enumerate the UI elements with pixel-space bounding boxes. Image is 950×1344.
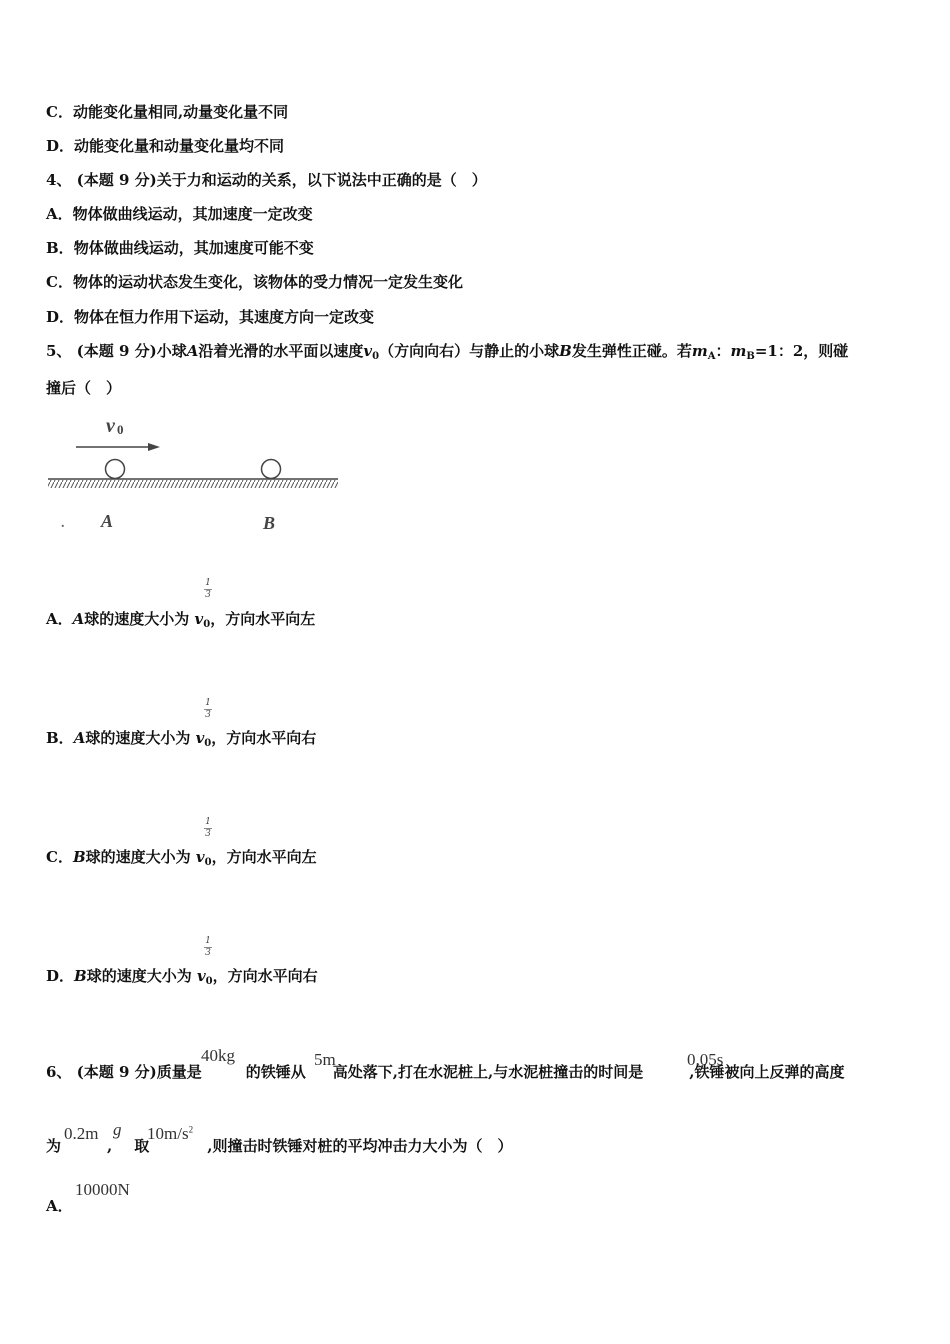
stem-text: ,铁锤被向上反弹的高度 bbox=[689, 1063, 845, 1081]
q6-stem bbox=[46, 1062, 844, 1082]
fraction-numerator: 1 bbox=[205, 817, 211, 827]
option-text: 球的速度大小为 bbox=[85, 729, 191, 747]
option-a-value: 10000N bbox=[75, 1180, 130, 1199]
q5-option-b bbox=[46, 728, 316, 754]
velocity-subscript: 0 bbox=[203, 619, 211, 630]
stem-text: , bbox=[107, 1137, 113, 1155]
option-letter: B． bbox=[46, 239, 74, 257]
option-text: ，方向水平向右 bbox=[211, 729, 317, 747]
option-text: 物体做曲线运动，其加速度可能不变 bbox=[73, 239, 314, 257]
option-text: ，方向水平向右 bbox=[212, 967, 318, 985]
ball-b bbox=[262, 460, 281, 479]
stem-text: （方向向右）与静止的小球 bbox=[379, 342, 560, 360]
ground-surface bbox=[48, 479, 338, 488]
rebound-value: 0.2m bbox=[64, 1124, 99, 1143]
ball-symbol: B bbox=[74, 967, 87, 985]
fraction-one-third bbox=[201, 817, 215, 840]
question-number: 4、 bbox=[46, 171, 72, 189]
ball-symbol: A bbox=[72, 610, 85, 628]
ball-symbol: B bbox=[72, 848, 86, 866]
option-letter: A． bbox=[46, 205, 73, 223]
option-text: ，方向水平向左 bbox=[210, 610, 316, 628]
q3-option-c bbox=[46, 102, 288, 122]
option-text: 球的速度大小为 bbox=[86, 967, 192, 985]
option-text: 球的速度大小为 bbox=[84, 610, 190, 628]
mass-subscript-a: A bbox=[707, 351, 716, 362]
velocity-subscript: 0 bbox=[204, 857, 212, 868]
fraction-denominator: 3 bbox=[205, 829, 211, 839]
question-score: (本题 9 分) bbox=[76, 1063, 157, 1081]
stem-text: 高处落下,打在水泥桩上,与水泥桩撞击的时间是 bbox=[332, 1063, 644, 1081]
option-letter: C． bbox=[46, 103, 73, 121]
g-exponent: 2 bbox=[188, 1124, 194, 1135]
q5-option-d bbox=[46, 966, 318, 992]
question-text: 关于力和运动的关系，以下说法中正确的是（ ） bbox=[156, 171, 487, 189]
stem-text: ,则撞击时铁锤对桩的平均冲击力大小为（ ） bbox=[207, 1137, 513, 1155]
option-text: 物体在恒力作用下运动，其速度方向一定改变 bbox=[74, 308, 375, 326]
stem-text: 的铁锤从 bbox=[245, 1063, 306, 1081]
q5-stem-continued bbox=[46, 378, 121, 398]
option-text: 球的速度大小为 bbox=[85, 848, 191, 866]
time-value: 0.05s bbox=[687, 1050, 724, 1069]
ball-b-symbol: B bbox=[559, 342, 572, 360]
stray-dot: . bbox=[61, 516, 65, 531]
velocity-symbol: v bbox=[194, 610, 204, 628]
stem-text: 沿着光滑的水平面以速度 bbox=[198, 342, 364, 360]
collision-figure bbox=[46, 410, 346, 540]
stem-text: =1：2，则碰 bbox=[754, 342, 849, 360]
option-letter: D． bbox=[46, 308, 75, 326]
fraction-one-third bbox=[201, 936, 215, 959]
option-text: 动能变化量相同,动量变化量不同 bbox=[72, 103, 289, 121]
fraction-one-third bbox=[201, 578, 215, 601]
velocity-subscript: 0 bbox=[204, 738, 212, 749]
height-value: 5m bbox=[314, 1050, 336, 1069]
label-a: A bbox=[101, 511, 114, 531]
q4-option-c bbox=[46, 272, 463, 292]
stem-text: 小球 bbox=[156, 342, 187, 360]
mass-symbol: m bbox=[730, 342, 747, 360]
option-letter: C． bbox=[46, 848, 73, 866]
fraction-numerator: 1 bbox=[205, 578, 211, 588]
option-letter: D． bbox=[46, 137, 75, 155]
option-text: 动能变化量和动量变化量均不同 bbox=[74, 137, 285, 155]
velocity-subscript: 0 bbox=[205, 976, 213, 987]
q5-option-a bbox=[46, 609, 315, 635]
velocity-symbol: v bbox=[195, 729, 205, 747]
option-text: 物体的运动状态发生变化，该物体的受力情况一定发生变化 bbox=[72, 273, 463, 291]
velocity-symbol: v bbox=[196, 967, 206, 985]
g-symbol: g bbox=[113, 1120, 122, 1139]
fraction-denominator: 3 bbox=[205, 710, 211, 720]
q4-option-a bbox=[46, 204, 313, 224]
velocity-symbol: v bbox=[195, 848, 205, 866]
velocity-subscript: 0 bbox=[372, 351, 380, 362]
mass-value: 40kg bbox=[201, 1046, 235, 1065]
fraction-denominator: 3 bbox=[205, 590, 211, 600]
ball-a-symbol: A bbox=[186, 342, 199, 360]
fraction-numerator: 1 bbox=[205, 936, 211, 946]
stem-text: 发生弹性正碰。若 bbox=[571, 342, 692, 360]
option-text: 物体做曲线运动，其加速度一定改变 bbox=[72, 205, 313, 223]
option-letter: A． bbox=[46, 1197, 73, 1215]
option-text: ，方向水平向左 bbox=[211, 848, 317, 866]
option-letter: D． bbox=[46, 967, 75, 985]
q6-option-a bbox=[46, 1196, 73, 1216]
stem-text: 撞后（ ） bbox=[46, 379, 122, 397]
ball-symbol: A bbox=[73, 729, 86, 747]
fraction-one-third bbox=[201, 698, 215, 721]
q4-option-d bbox=[46, 307, 374, 327]
option-letter: A． bbox=[46, 610, 73, 628]
velocity-arrow bbox=[76, 443, 160, 451]
fraction-numerator: 1 bbox=[205, 698, 211, 708]
q4-stem bbox=[46, 170, 487, 190]
g-value-text: 10m/s bbox=[147, 1124, 189, 1143]
q5-option-c bbox=[46, 847, 317, 873]
stem-text: 质量是 bbox=[156, 1063, 202, 1081]
fraction-denominator: 3 bbox=[205, 948, 211, 958]
question-number: 6、 bbox=[46, 1063, 72, 1081]
question-score: (本题 9 分) bbox=[76, 171, 157, 189]
velocity-label: v bbox=[106, 415, 115, 437]
velocity-symbol: v bbox=[363, 342, 373, 360]
q5-stem bbox=[46, 341, 848, 367]
ball-a bbox=[106, 460, 125, 479]
stem-text: ： bbox=[715, 342, 731, 360]
question-number: 5、 bbox=[46, 342, 72, 360]
stem-text: 取 bbox=[134, 1137, 150, 1155]
velocity-label-subscript: 0 bbox=[117, 422, 124, 437]
question-score: (本题 9 分) bbox=[76, 342, 157, 360]
q4-option-b bbox=[46, 238, 314, 258]
label-b: B bbox=[263, 513, 276, 533]
option-letter: B． bbox=[46, 729, 74, 747]
q3-option-d bbox=[46, 136, 284, 156]
mass-symbol: m bbox=[691, 342, 708, 360]
option-letter: C． bbox=[46, 273, 73, 291]
stem-text: 为 bbox=[46, 1137, 62, 1155]
g-value bbox=[147, 1124, 193, 1144]
mass-subscript-b: B bbox=[746, 351, 755, 362]
